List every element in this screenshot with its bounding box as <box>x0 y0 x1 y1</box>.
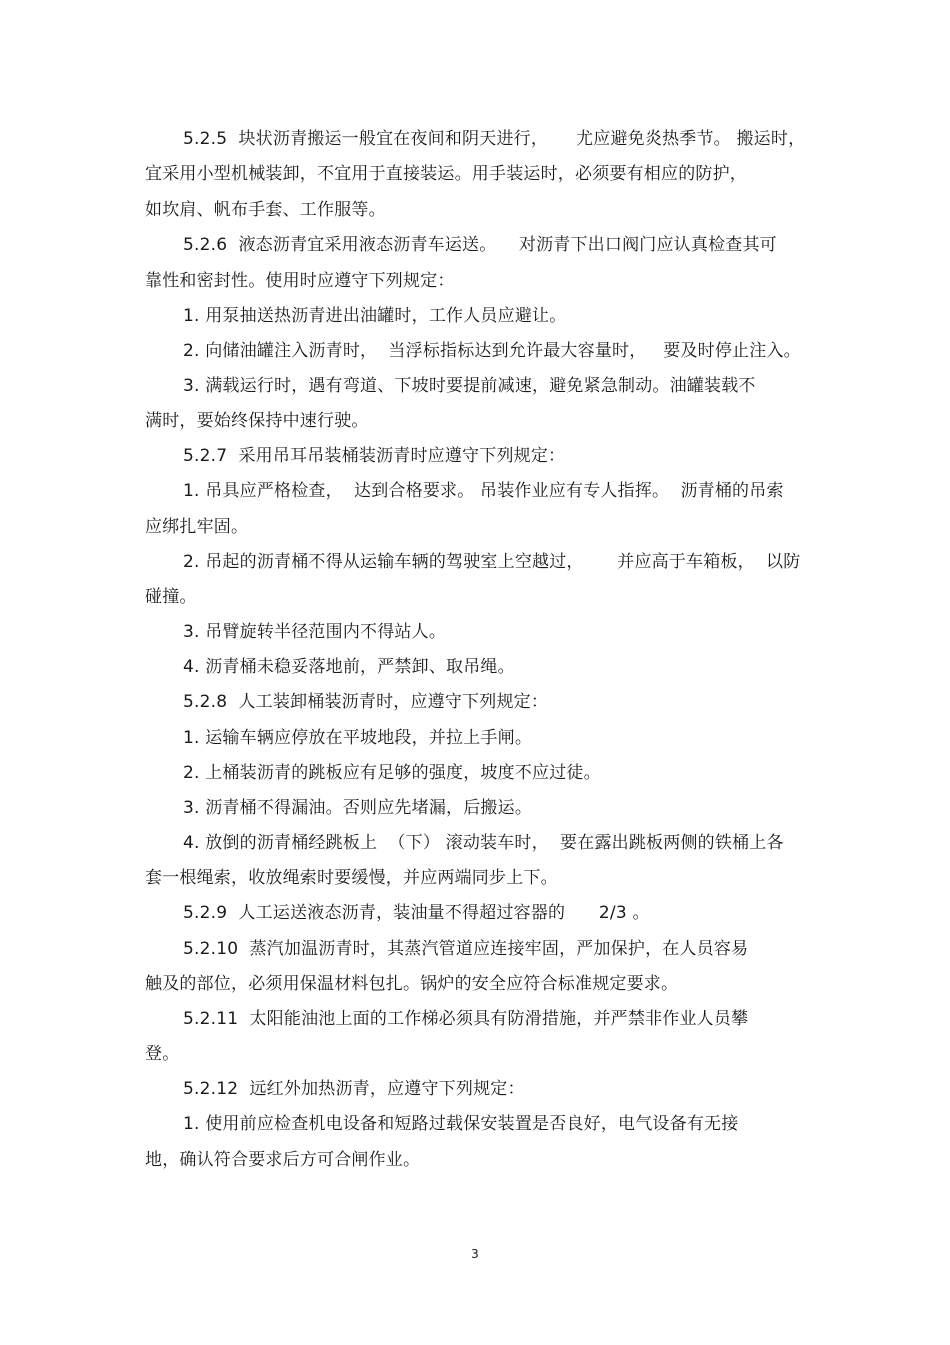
text-line: 如坎肩、帆布手套、工作服等。 <box>145 200 386 220</box>
text-line: 靠性和密封性。使用时应遵守下列规定： <box>145 271 455 291</box>
text-line: 1. 吊具应严格检查， 达到合格要求。 吊装作业应有专人指挥。 沥青桶的吊索 <box>183 481 784 501</box>
text-line: 碰撞。 <box>145 587 197 607</box>
text-line: 1. 使用前应检查机电设备和短路过载保安装置是否良好，电气设备有无接 <box>183 1114 739 1134</box>
text-line: 5.2.5 块状沥青搬运一般宜在夜间和阴天进行， 尤应避免炎热季节。 搬运时， <box>183 129 806 149</box>
text-line: 满时，要始终保持中速行驶。 <box>145 411 369 431</box>
text-line: 4. 沥青桶未稳妥落地前，严禁卸、取吊绳。 <box>183 657 515 677</box>
text-line: 1. 运输车辆应停放在平坡地段，并拉上手闸。 <box>183 728 533 748</box>
text-line: 套一根绳索，收放绳索时要缓慢，并应两端同步上下。 <box>145 868 558 888</box>
text-line: 5.2.8 人工装卸桶装沥青时，应遵守下列规定： <box>183 692 549 712</box>
text-line: 宜采用小型机械装卸，不宜用于直接装运。用手装运时，必须要有相应的防护， <box>145 164 747 184</box>
page-number: 3 <box>471 1247 479 1261</box>
text-line: 5.2.10 蒸汽加温沥青时，其蒸汽管道应连接牢固，严加保护，在人员容易 <box>183 939 749 959</box>
text-line: 3. 吊臂旋转半径范围内不得站人。 <box>183 622 447 642</box>
text-line: 触及的部位，必须用保温材料包扎。锅炉的安全应符合标准规定要求。 <box>145 974 679 994</box>
text-line: 5.2.9 人工运送液态沥青，装油量不得超过容器的 2/3 。 <box>183 903 650 923</box>
text-line: 4. 放倒的沥青桶经跳板上 （下） 滚动装车时， 要在露出跳板两侧的铁桶上各 <box>183 833 784 853</box>
text-line: 应绑扎牢固。 <box>145 517 249 537</box>
text-line: 5.2.12 远红外加热沥青，应遵守下列规定： <box>183 1079 525 1099</box>
text-line: 2. 上桶装沥青的跳板应有足够的强度，坡度不应过徒。 <box>183 763 601 783</box>
text-line: 2. 吊起的沥青桶不得从运输车辆的驾驶室上空越过， 并应高于车箱板， 以防 <box>183 552 801 572</box>
text-line: 5.2.6 液态沥青宜采用液态沥青车运送。 对沥青下出口阀门应认真检查其可 <box>183 235 777 255</box>
text-line: 5.2.7 采用吊耳吊装桶装沥青时应遵守下列规定： <box>183 446 566 466</box>
text-line: 3. 满载运行时，遇有弯道、下坡时要提前减速，避免紧急制动。油罐装载不 <box>183 376 756 396</box>
text-line: 1. 用泵抽送热沥青进出油罐时，工作人员应避让。 <box>183 306 567 326</box>
text-line: 地，确认符合要求后方可合闸作业。 <box>145 1150 421 1170</box>
text-line: 5.2.11 太阳能油池上面的工作梯必须具有防滑措施，并严禁非作业人员攀 <box>183 1009 749 1029</box>
text-line: 2. 向储油罐注入沥青时， 当浮标指标达到允许最大容量时， 要及时停止注入。 <box>183 341 801 361</box>
text-line: 3. 沥青桶不得漏油。否则应先堵漏，后搬运。 <box>183 798 533 818</box>
text-line: 登。 <box>145 1044 180 1064</box>
